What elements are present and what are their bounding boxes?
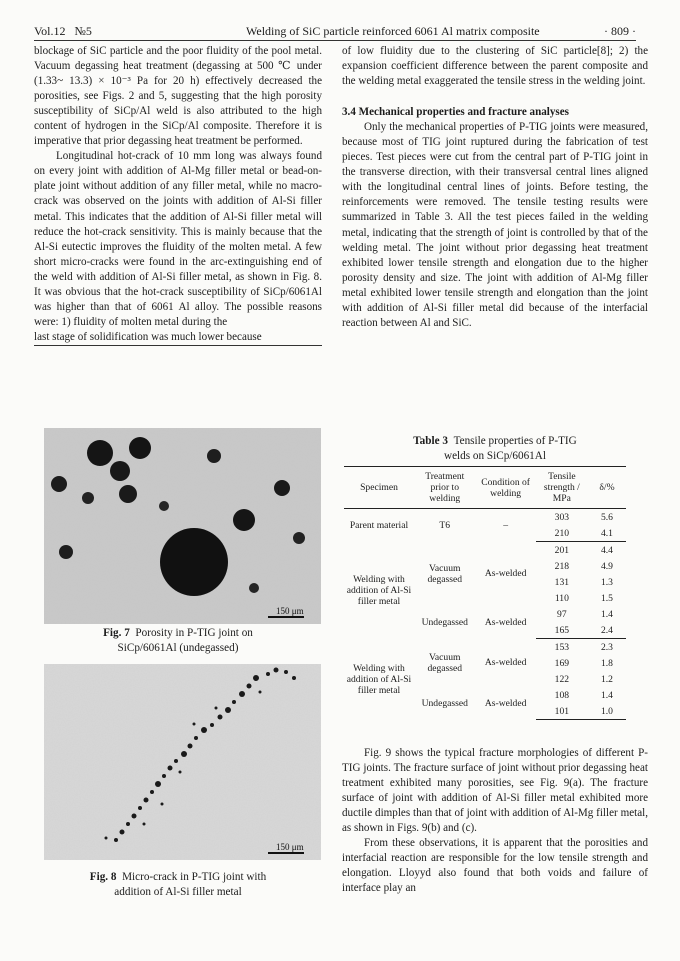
cell-strength: 165: [536, 622, 588, 639]
fig7-scale-bar: 150 μm: [276, 606, 304, 616]
cell-elongation: 1.0: [588, 703, 626, 720]
cell-strength: 153: [554, 641, 570, 653]
table-header-row: [344, 467, 626, 509]
section-heading: 3.4 Mechanical properties and fracture analyses: [342, 106, 569, 119]
cell-specimen: Welding with addition of Al-Si filler metal: [346, 573, 412, 607]
fig7-caption-line-2: SiCp/6061Al (undegassed): [117, 642, 239, 654]
table3-title-line-1: Tensile properties of P-TIG: [453, 435, 577, 447]
cell-elongation: 4.4: [600, 544, 613, 556]
cell-treatment: Undegassed: [421, 697, 468, 709]
left-paragraph-2-last-line: last stage of solidification was much lower because: [34, 330, 322, 346]
left-paragraph-1: blockage of SiC particle and the poor fluidity of the pool metal. Vacuum degassing heat treatment (degassing at 500 ℃ under (1.33~ 13.3) × 10⁻³ Pa for 20 h) effectively decreased the porosities, see Figs. 2 and 5, suggesting that the high porosity susceptibility of SiCp/Al weld is also attributed to the high content of hydrogen in the SiCp/Al composite. Therefore it is imperative that prior degassing heat treatment be performed.: [34, 45, 322, 148]
table-row: [344, 542, 626, 559]
col-header-elongation: δ/%: [588, 467, 626, 509]
cell-strength: 303: [554, 511, 570, 523]
col-header-condition: Condition of welding: [476, 467, 536, 509]
cell-treatment: Vacuum degassed: [427, 562, 463, 585]
fig7-micrograph: [44, 428, 321, 624]
cell-strength: 210: [536, 525, 588, 542]
cell-strength: 122: [554, 673, 570, 685]
right-paragraph-2: Only the mechanical properties of P-TIG joints were measured, because most of TIG joint ruptured during the fabrication of test pieces. Test pieces were cut from the central part of P-TIG joint in the transverse direction, with their transversal central lines aligned with the longitudinal central lines of joints. Before testing, the reinforcements were removed. The tensile testing results were summarized in Table 3. All the test pieces failed in the welding metal, indicating that the strength of joint is controlled by that of the welding metal. The joint without prior degassing heat treatment exhibited lower tensile strength and elongation due to the higher porosity density and size. The joint with addition of Al-Mg filler metal exhibited lower tensile strength and elongation than the joint with addition of Al-Si filler metal did because of the interfacial reaction between Al and SiC.: [342, 121, 648, 329]
cell-strength: 101: [536, 703, 588, 720]
cell-elongation: 4.9: [600, 560, 613, 572]
table3: [344, 466, 626, 720]
fig7-label: Fig. 7: [103, 627, 130, 639]
fig8-caption: [34, 870, 322, 900]
table3-label: Table 3: [413, 435, 448, 447]
cell-strength: 97: [557, 608, 567, 620]
cell-elongation: 1.5: [600, 592, 613, 604]
cell-strength: 218: [554, 560, 570, 572]
cell-elongation: 5.6: [600, 511, 613, 523]
col-header-specimen: Specimen: [344, 467, 414, 509]
cell-strength: 201: [554, 544, 570, 556]
cell-strength: 110: [554, 592, 569, 604]
header-rule: [34, 40, 636, 41]
fig8-scale-bar: 150 μm: [276, 842, 304, 852]
running-header: [34, 24, 636, 40]
cell-condition: As-welded: [484, 697, 527, 709]
table3-caption: [342, 434, 648, 464]
lower-right-text: [342, 746, 648, 896]
cell-elongation: 1.4: [600, 608, 613, 620]
cell-treatment: Vacuum degassed: [427, 651, 463, 674]
right-column: [342, 44, 648, 331]
observations-paragraph: From these observations, it is apparent that the porosities and interfacial reaction are responsible for the low tensile strength and elongation. Lloyyd also found that both voids and failure of interface play an: [342, 837, 648, 895]
left-column: [34, 44, 322, 346]
cell-strength: 131: [554, 576, 570, 588]
cell-elongation: 1.8: [600, 657, 613, 669]
cell-treatment: Undegassed: [421, 616, 468, 628]
cell-strength: 108: [554, 689, 570, 701]
table-row: [344, 639, 626, 656]
cell-elongation: 1.4: [600, 689, 613, 701]
fig8-caption-line-2: addition of Al-Si filler metal: [114, 886, 242, 898]
cell-elongation: 2.3: [600, 641, 613, 653]
table3-title-line-2: welds on SiCp/6061Al: [444, 450, 546, 462]
cell-condition: As-welded: [484, 568, 527, 580]
cell-strength: 169: [554, 657, 570, 669]
cell-condition: As-welded: [484, 616, 527, 628]
cell-condition: –: [503, 519, 509, 531]
header-title: Welding of SiC particle reinforced 6061 Al matrix composite: [246, 24, 540, 38]
fig8-caption-line-1: Micro-crack in P-TIG joint with: [122, 871, 267, 883]
fig7-caption-line-1: Porosity in P-TIG joint on: [135, 627, 253, 639]
cell-elongation: 2.4: [588, 622, 626, 639]
cell-elongation: 1.3: [600, 576, 613, 588]
col-header-strength: Tensile strength / MPa: [536, 467, 588, 509]
fig7-caption: [34, 626, 322, 656]
cell-elongation: 1.2: [600, 673, 613, 685]
cell-elongation: 4.1: [588, 525, 626, 542]
fig8-micrograph: [44, 664, 321, 860]
fig8-label: Fig. 8: [89, 871, 117, 883]
right-paragraph-1: of low fluidity due to the clustering of SiC particle[8]; 2) the expansion coefficient difference between the parent composite and the welding metal exaggerated the tensile stress in the welding joint.: [342, 45, 648, 88]
cell-specimen: Parent material: [349, 519, 409, 531]
page-number: · 809 ·: [604, 24, 636, 38]
cell-specimen: Welding with addition of Al-Si filler metal: [346, 662, 412, 696]
table-row: [344, 509, 626, 526]
cell-treatment: T6: [439, 519, 451, 531]
col-header-treatment: Treatment prior to welding: [414, 467, 476, 509]
volume-number: Vol.12 №5: [34, 24, 92, 38]
cell-condition: As-welded: [484, 657, 527, 669]
left-paragraph-2: Longitudinal hot-crack of 10 mm long was always found on every joint with addition of Al-Mg filler metal or bead-on-plate joint without addition of any filler metal, while no macro-crack was observed on the joints with addition of Al-Si filler metal. This indicates that the addition of Al-Si filler metal will reduce the hot-crack sensitivity. This is mainly because that the Al-Si eutectic improves the fluidity of the molten metal. A few short micro-cracks were found in the arc-extinguishing end of the weld with addition of Al-Si filler metal, as shown in Fig. 8. It was obvious that the hot-crack susceptibility of SiCp/6061Al was higher than that of 6061 Al alloy. The possible reasons were: 1) fluidity of molten metal during the: [34, 150, 322, 328]
fracture-paragraph: Fig. 9 shows the typical fracture morphologies of different P-TIG joints. The fracture surface of joint without prior degassing heat treatment exhibited many porosities, see Fig. 9(a). The fracture surface of joint with addition of Al-Si filler metal exhibited more ductile dimples than that of joint with addition of Al-Mg filler metal, as shown in Figs. 9(b) and (c).: [342, 747, 648, 835]
